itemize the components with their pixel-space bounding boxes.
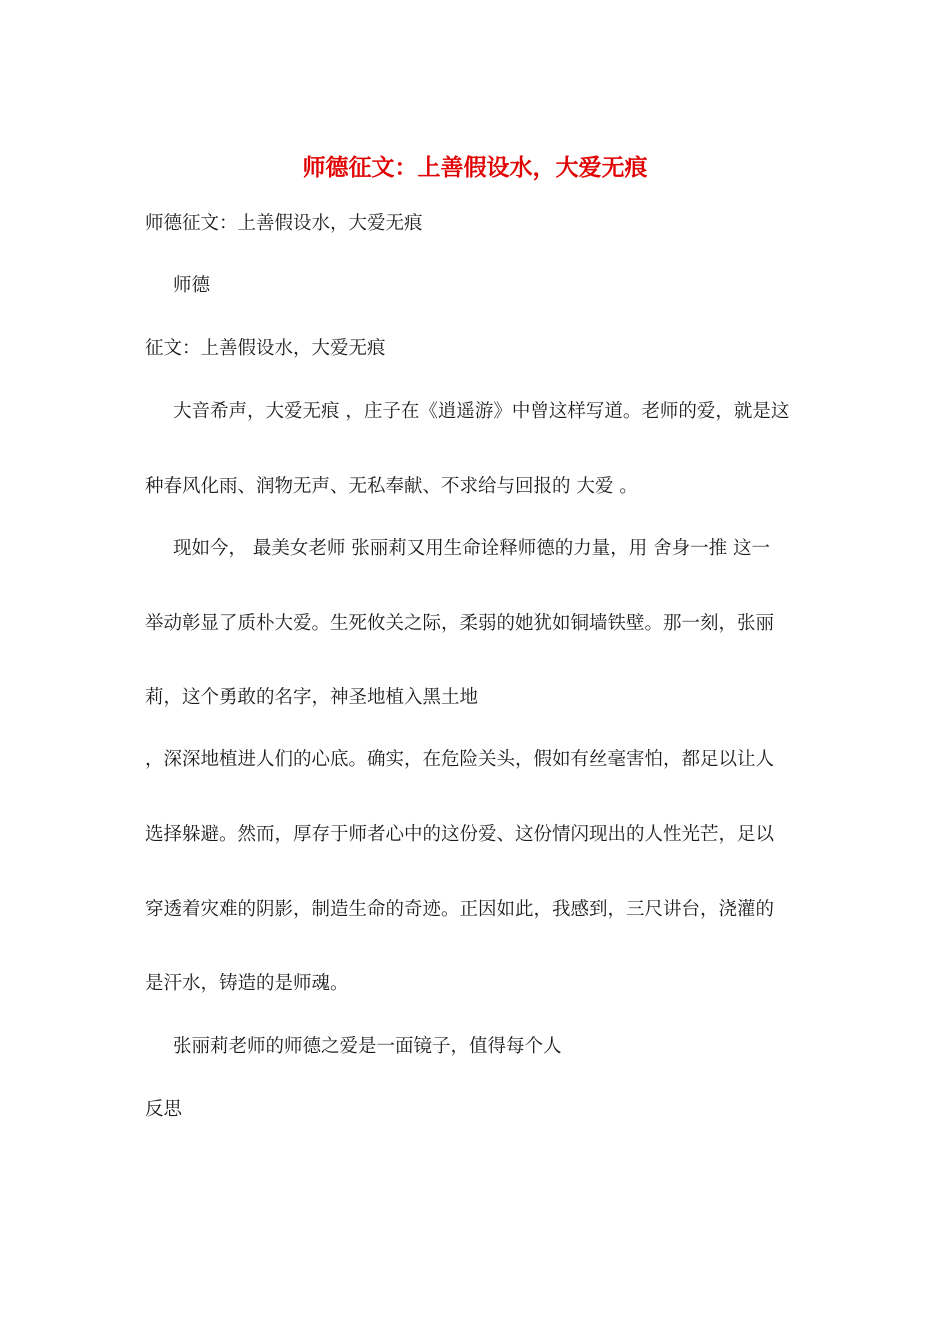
paragraph-line: 现如今， 最美女老师 张丽莉又用生命诠释师德的力量，用 舍身一推 这一: [173, 538, 771, 559]
paragraph-line: 反思: [145, 1099, 183, 1120]
paragraph-line: 选择躲避。然而，厚存于师者心中的这份爱、这份情闪现出的人性光芒，足以: [145, 824, 775, 845]
paragraph-line: 张丽莉老师的师德之爱是一面镜子，值得每个人: [173, 1036, 562, 1057]
paragraph-line: 举动彰显了质朴大爱。生死攸关之际，柔弱的她犹如铜墙铁壁。那一刻，张丽: [145, 613, 775, 634]
paragraph-line: 是汗水，铸造的是师魂。: [145, 973, 349, 994]
paragraph-line: 大音希声，大爱无痕 ，庄子在《逍遥游》中曾这样写道。老师的爱，就是这: [173, 401, 790, 422]
section-label: 师德: [173, 275, 211, 296]
paragraph-line: 种春风化雨、润物无声、无私奉献、不求给与回报的 大爱 。: [145, 476, 638, 497]
paragraph-line: ，深深地植进人们的心底。确实，在危险关头，假如有丝毫害怕，都足以让人: [145, 749, 775, 770]
subtitle-line: 师德征文：上善假设水，大爱无痕: [145, 213, 423, 234]
paragraph-line: 莉，这个勇敢的名字，神圣地植入黑土地: [145, 687, 479, 708]
section-subtitle: 征文：上善假设水，大爱无痕: [145, 338, 386, 359]
document-title: 师德征文：上善假设水，大爱无痕: [302, 154, 648, 181]
paragraph-line: 穿透着灾难的阴影，制造生命的奇迹。正因如此，我感到，三尺讲台，浇灌的: [145, 899, 775, 920]
